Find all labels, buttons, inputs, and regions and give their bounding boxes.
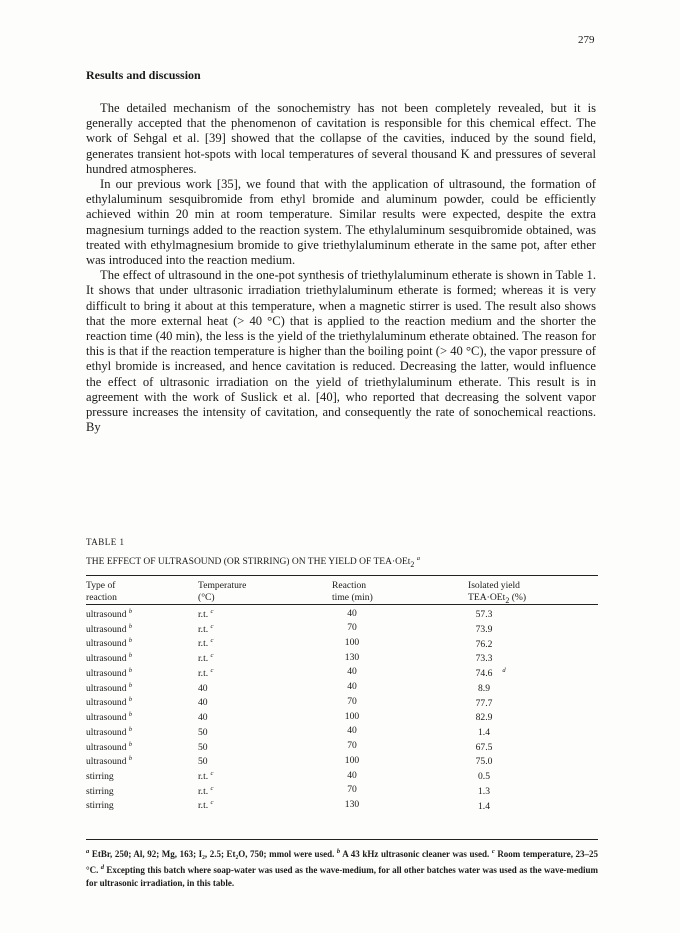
cell-isolated-yield-value: 0.5 (478, 771, 490, 783)
cell-temperature-value: 40 (198, 697, 208, 709)
cell-reaction-type (86, 665, 198, 680)
cell-reaction-time (332, 724, 468, 739)
cell-temperature-value: r.t. (198, 623, 209, 635)
cell-temperature-value: r.t. (198, 638, 209, 650)
cell-isolated-yield-value: 77.7 (475, 697, 493, 709)
header-line: time (min) (332, 591, 373, 603)
table-bottom-rule (86, 839, 598, 840)
cell-reaction-type-value: ultrasound (86, 741, 127, 753)
table-row (86, 650, 598, 665)
cell-temperature (198, 783, 332, 798)
cell-temperature (198, 650, 332, 665)
footnote-mark: b (128, 755, 133, 763)
cell-temperature (198, 694, 332, 709)
table-footnotes (86, 845, 598, 890)
cell-reaction-time-value: 100 (344, 636, 360, 648)
header-subscript: 2 (505, 595, 510, 605)
footnote-mark: b (128, 740, 133, 748)
cell-reaction-time-value: 130 (344, 651, 360, 663)
cell-reaction-type-value: ultrasound (86, 712, 127, 724)
table-row (86, 768, 598, 783)
cell-temperature-value: r.t. (198, 609, 209, 621)
cell-reaction-time-value: 100 (344, 710, 360, 722)
paragraph: The detailed mechanism of the sonochemistry has not been completely revealed, but it is generally accepted that the phenomenon of cavitation is responsible for this chemical effect. The work of Sehgal et al. [39] showed that the collapse of the cavities, induced by the sound field, generates transient hot-spots with local temperatures of several thousand K and pressures of several hundred atmospheres. (86, 101, 596, 176)
cell-reaction-time-value: 40 (347, 769, 357, 781)
table-row (86, 606, 598, 621)
table-label: TABLE 1 (86, 537, 125, 547)
table-title-text: THE EFFECT OF ULTRASOUND (OR STIRRING) ON THE YIELD OF TEA·OEt (86, 557, 411, 568)
cell-isolated-yield-value: 73.9 (475, 623, 493, 635)
cell-reaction-type-value: stirring (86, 771, 114, 783)
cell-reaction-time-value: 70 (347, 784, 357, 796)
page-number: 279 (578, 34, 595, 46)
cell-reaction-time-value: 70 (347, 740, 357, 752)
header-line: reaction (86, 591, 117, 603)
footnote-mark: b (128, 681, 133, 689)
header-line: TEA·OEt (468, 591, 506, 603)
cell-temperature (198, 635, 332, 650)
cell-temperature (198, 709, 332, 724)
cell-temperature (198, 724, 332, 739)
cell-temperature-value: 40 (198, 682, 208, 694)
table-row (86, 739, 598, 754)
cell-isolated-yield (468, 753, 598, 768)
cell-isolated-yield (468, 665, 598, 680)
section-heading: Results and discussion (86, 68, 201, 82)
cell-reaction-type-value: ultrasound (86, 682, 127, 694)
cell-reaction-time (332, 680, 468, 695)
footnote-mark: b (128, 622, 133, 630)
cell-temperature (198, 621, 332, 636)
footnote-mark: c (210, 666, 214, 674)
cell-reaction-time-value: 130 (344, 799, 360, 811)
cell-reaction-type-value: ultrasound (86, 609, 127, 621)
cell-temperature (198, 680, 332, 695)
footnote-mark: c (210, 652, 214, 660)
footnote-text: Room temperature, 23–25 °C. (86, 849, 599, 875)
cell-reaction-type (86, 753, 198, 768)
cell-isolated-yield-value: 1.4 (478, 726, 490, 738)
cell-reaction-type (86, 606, 198, 621)
header-line: (°C) (198, 591, 215, 603)
table-row (86, 621, 598, 636)
cell-reaction-type-value: ultrasound (86, 623, 127, 635)
cell-reaction-type (86, 739, 198, 754)
header-line: Isolated yield (468, 580, 520, 591)
cell-reaction-type-value: stirring (86, 785, 114, 797)
cell-isolated-yield (468, 724, 598, 739)
table-top-rule (86, 575, 598, 576)
table-row (86, 709, 598, 724)
cell-isolated-yield-value: 8.9 (478, 682, 490, 694)
cell-reaction-type (86, 694, 198, 709)
cell-isolated-yield-value: 73.3 (475, 653, 493, 665)
footnote-mark: b (128, 607, 133, 615)
cell-isolated-yield (468, 650, 598, 665)
paragraph: In our previous work [35], we found that with the application of ultrasound, the formation of ethylaluminum sesquibromide from ethyl bromide and aluminum powder, could be efficiently achieved within 20 min at room temperature. Similar results were expected, despite the extra magnesium turnings added to the reaction system. The ethylaluminum sesquibromide obtained, was treated with ethylmagnesium bromide to give triethylaluminum etherate in the same pot, after ether was introduced into the reaction medium. (86, 177, 596, 268)
cell-reaction-time-value: 100 (344, 754, 360, 766)
cell-reaction-time (332, 783, 468, 798)
table-row (86, 680, 598, 695)
table-body (86, 606, 598, 812)
cell-temperature (198, 739, 332, 754)
cell-temperature-value: 50 (198, 741, 208, 753)
cell-reaction-type (86, 783, 198, 798)
cell-isolated-yield (468, 694, 598, 709)
cell-temperature (198, 753, 332, 768)
cell-reaction-time (332, 739, 468, 754)
cell-reaction-time-value: 40 (347, 607, 357, 619)
cell-reaction-type-value: ultrasound (86, 756, 127, 768)
cell-isolated-yield (468, 797, 598, 812)
cell-reaction-time (332, 694, 468, 709)
footnote-mark: b (128, 666, 133, 674)
header-isolated-yield (468, 580, 598, 606)
footnote-mark: d (100, 864, 105, 871)
cell-isolated-yield (468, 783, 598, 798)
footnote-mark: b (128, 652, 133, 660)
cell-reaction-time (332, 635, 468, 650)
cell-temperature (198, 606, 332, 621)
cell-reaction-time (332, 650, 468, 665)
table-title (86, 555, 598, 569)
table-row (86, 724, 598, 739)
cell-isolated-yield (468, 680, 598, 695)
cell-isolated-yield-value: 76.2 (475, 638, 493, 650)
footnote-mark: b (128, 711, 133, 719)
cell-reaction-type (86, 650, 198, 665)
footnote-mark: c (210, 607, 214, 615)
cell-isolated-yield-value: 1.3 (478, 785, 490, 797)
header-temperature (198, 580, 332, 606)
cell-reaction-time-value: 40 (347, 725, 357, 737)
cell-reaction-time (332, 768, 468, 783)
cell-temperature-value: 50 (198, 726, 208, 738)
cell-reaction-type (86, 635, 198, 650)
header-line: Type of (86, 580, 116, 591)
cell-reaction-type-value: ultrasound (86, 697, 127, 709)
cell-temperature-value: 40 (198, 712, 208, 724)
cell-reaction-time (332, 621, 468, 636)
cell-reaction-time (332, 606, 468, 621)
footnote-mark: a (86, 848, 90, 855)
header-reaction-time (332, 580, 468, 606)
cell-reaction-time (332, 753, 468, 768)
footnote-mark: c (210, 784, 214, 792)
cell-reaction-type (86, 797, 198, 812)
cell-reaction-type (86, 724, 198, 739)
cell-temperature-value: r.t. (198, 668, 209, 680)
cell-reaction-type-value: stirring (86, 800, 114, 812)
cell-temperature (198, 665, 332, 680)
cell-temperature-value: r.t. (198, 653, 209, 665)
cell-reaction-type-value: ultrasound (86, 653, 127, 665)
footnote-mark: c (210, 637, 214, 645)
footnote-mark: b (128, 637, 133, 645)
table-title-subscript: 2 (410, 560, 415, 570)
cell-reaction-type-value: ultrasound (86, 668, 127, 680)
paragraph: The effect of ultrasound in the one-pot synthesis of triethylaluminum etherate is shown in Table 1. It shows that under ultrasonic irradiation triethylaluminum etherate is formed; whereas it is very difficult to bring it about at this temperature, when a magnetic stirrer is used. The result also shows that the more external heat (> 40 °C) that is applied to the reaction medium and the shorter the reaction time (40 min), the less is the yield of the triethylaluminum etherate obtained. The reason for this is that if the reaction temperature is higher than the boiling point (> 40 °C), the vapor pressure of ethyl bromide is increased, and hence cavitation is reduced. Decreasing the latter, would influence the effect of ultrasonic irradiation on the yield of triethylaluminum etherate. This result is in agreement with the work of Suslick et al. [40], who reported that decreasing the solvent vapor pressure increases the intensity of cavitation, and consequently the rate of sonochemical reactions. By (86, 268, 596, 435)
table-row (86, 635, 598, 650)
cell-temperature (198, 768, 332, 783)
cell-isolated-yield (468, 606, 598, 621)
cell-reaction-type-value: ultrasound (86, 726, 127, 738)
table-row (86, 753, 598, 768)
cell-reaction-type-value: ultrasound (86, 638, 127, 650)
cell-temperature-value: r.t. (198, 800, 209, 812)
cell-reaction-time-value: 70 (347, 695, 357, 707)
cell-temperature-value: r.t. (198, 771, 209, 783)
table-row (86, 694, 598, 709)
cell-reaction-type (86, 680, 198, 695)
cell-isolated-yield (468, 768, 598, 783)
footnote-mark: d (502, 666, 506, 674)
cell-reaction-time-value: 70 (347, 622, 357, 634)
footnote-mark: c (491, 848, 495, 855)
cell-reaction-type (86, 768, 198, 783)
footnote-mark: c (210, 622, 214, 630)
footnote-text: A 43 kHz ultrasonic cleaner was used. (342, 849, 490, 859)
cell-isolated-yield (468, 709, 598, 724)
results-table (86, 580, 598, 812)
cell-isolated-yield-value: 75.0 (475, 756, 493, 768)
footnote-mark: c (210, 769, 214, 777)
header-reaction-type (86, 580, 198, 606)
footnote-mark: b (128, 696, 133, 704)
cell-temperature (198, 797, 332, 812)
cell-temperature-value: 50 (198, 756, 208, 768)
body-text (86, 101, 596, 435)
cell-reaction-time (332, 665, 468, 680)
footnote-mark: b (336, 848, 341, 855)
cell-isolated-yield-value: 57.3 (475, 609, 493, 621)
cell-isolated-yield (468, 635, 598, 650)
header-line: (%) (509, 591, 527, 603)
cell-reaction-time-value: 40 (347, 666, 357, 678)
footnote-text: EtBr, 250; Al, 92; Mg, 163; I₂, 2.5; Et₂O, 750; mmol were used. (91, 849, 335, 859)
cell-reaction-time (332, 709, 468, 724)
footnote-mark: c (210, 799, 214, 807)
header-line: Temperature (198, 580, 247, 591)
footnote-text: Excepting this batch where soap-water was used as the wave-medium, for all other batches water was used as the wave-medium for ultrasonic irradiation, in this table. (86, 865, 598, 888)
cell-isolated-yield-value: 67.5 (475, 741, 493, 753)
header-line: Reaction (332, 580, 367, 591)
table-row (86, 665, 598, 680)
cell-isolated-yield-value: 74.6 (475, 668, 493, 680)
cell-isolated-yield (468, 621, 598, 636)
table-title-footnote-mark: a (416, 555, 420, 562)
cell-isolated-yield-value: 1.4 (478, 800, 490, 812)
table-row (86, 797, 598, 812)
cell-reaction-time-value: 40 (347, 681, 357, 693)
table-row (86, 783, 598, 798)
cell-isolated-yield (468, 739, 598, 754)
cell-temperature-value: r.t. (198, 785, 209, 797)
footnote-mark: b (128, 725, 133, 733)
cell-reaction-type (86, 621, 198, 636)
cell-reaction-time (332, 797, 468, 812)
cell-reaction-type (86, 709, 198, 724)
cell-isolated-yield-value: 82.9 (475, 712, 493, 724)
table-header-row (86, 580, 598, 606)
